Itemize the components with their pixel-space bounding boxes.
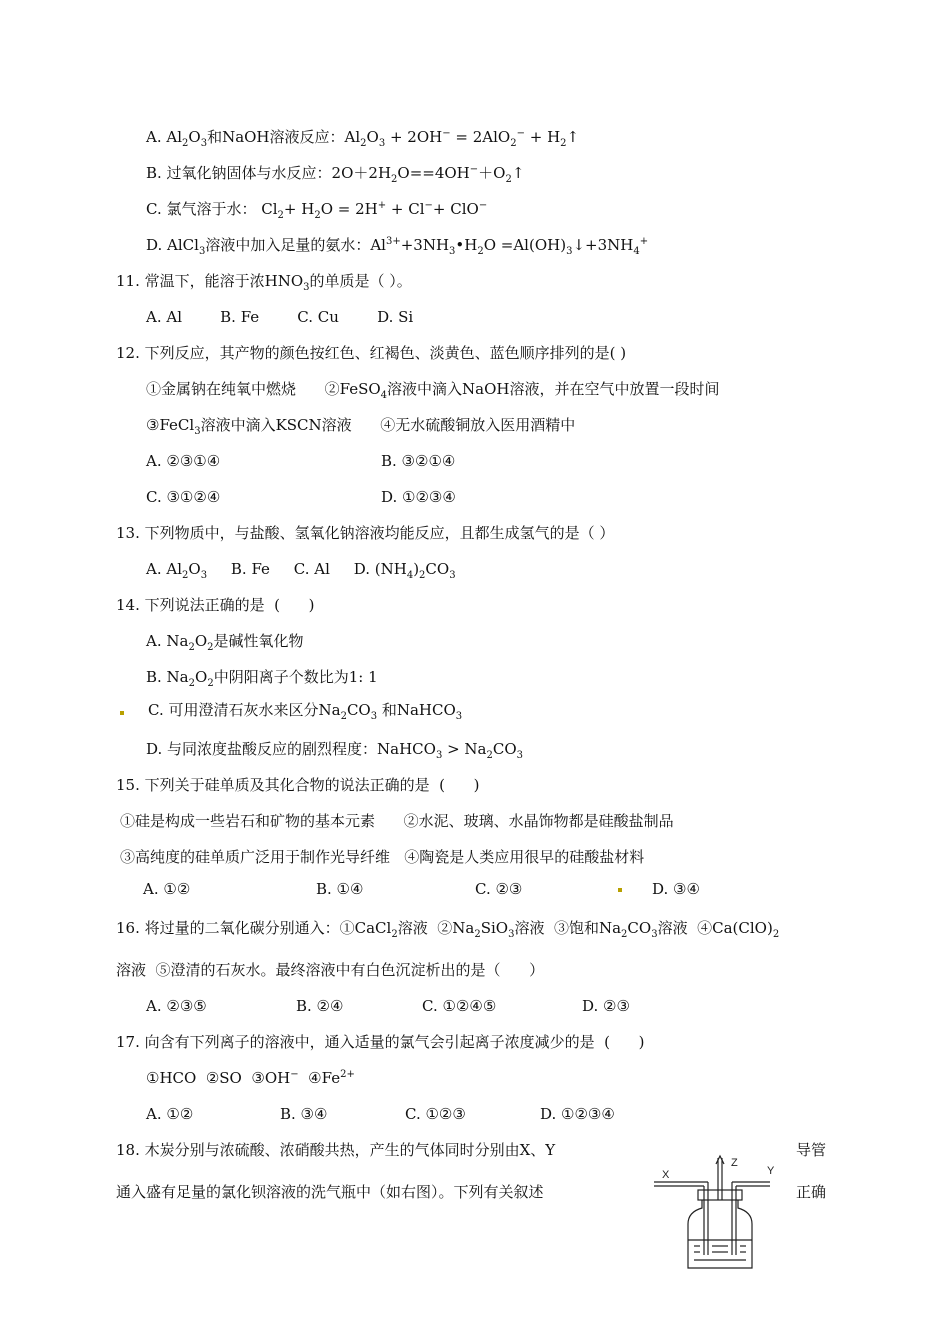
q15-option-c: C. ②③ [475, 880, 523, 898]
q18-stem-line2: 通入盛有足量的氯化钡溶液的洗气瓶中（如右图）。下列有关叙述 [116, 1183, 544, 1201]
q17-option-b: B. ③④ [280, 1105, 328, 1123]
q16-stem-continued: 溶液 ⑤澄清的石灰水。最终溶液中有白色沉淀析出的是（ ） [116, 961, 545, 979]
q17-stem: 17. 向含有下列离子的溶液中，通入适量的氯气会引起离子浓度减少的是 ( ) [116, 1033, 645, 1051]
gas-washing-bottle-diagram [650, 1140, 790, 1270]
q13-stem: 13. 下列物质中，与盐酸、氢氧化钠溶液均能反应，且都生成氢气的是（ ） [116, 524, 615, 542]
q15-items-2: ③高纯度的硅单质广泛用于制作光导纤维 ④陶瓷是人类应用很早的硅酸盐材料 [120, 848, 645, 866]
q12-stem: 12. 下列反应，其产物的颜色按红色、红褐色、淡黄色、蓝色顺序排列的是( ) [116, 344, 627, 362]
q14-option-a: A. $Na_2O_2$是碱性氧化物 [146, 632, 304, 653]
q14-option-c: C. 可用澄清石灰水来区分$Na_2CO_3$ 和NaHCO$_3$ [148, 701, 463, 722]
q11-options: A. Al B. Fe C. Cu D. Si [146, 308, 414, 326]
q12-option-b: B. ③②①④ [381, 452, 456, 470]
q16-option-a: A. ②③⑤ [146, 997, 207, 1015]
q14-stem: 14. 下列说法正确的是 ( ) [116, 596, 315, 614]
q15-option-d: D. ③④ [652, 880, 700, 898]
q17-option-c: C. ①②③ [405, 1105, 466, 1123]
q12-option-a: A. ②③①④ [146, 452, 221, 470]
q18-stem-line1-end: 导管 [796, 1141, 827, 1159]
q15-option-a: A. ①② [143, 880, 191, 898]
q18-stem-line1: 18. 木炭分别与浓硫酸、浓硝酸共热，产生的气体同时分别由X、Y [116, 1141, 556, 1159]
q13-options: A. $Al_2O_3$ B. Fe C. Al D. $(NH_4)_2CO_3$ [146, 560, 456, 581]
label-x: X [662, 1169, 670, 1181]
q12-items-2: ③FeCl$_3$溶液中滴入KSCN溶液 ④无水硫酸铜放入医用酒精中 [146, 416, 576, 437]
q14-option-d: D. 与同浓度盐酸反应的剧烈程度：NaHCO$_3$ > $Na_2CO_3$ [146, 740, 524, 761]
q10-option-b: B. 过氧化钠固体与水反应：$2O+2H_2O==4OH^-+O_2↑$ [146, 164, 525, 185]
q15-items-1: ①硅是构成一些岩石和矿物的基本元素 ②水泥、玻璃、水晶饰物都是硅酸盐制品 [120, 812, 674, 830]
margin-dot [618, 888, 622, 892]
q16-option-b: B. ②④ [296, 997, 344, 1015]
label-z: Z [731, 1157, 738, 1169]
q10-option-d: D. AlCl$_3$溶液中加入足量的氨水：$Al^{3+}+3NH_3•H_2O$ $=Al(OH)_3↓+3NH_4^+$ [146, 236, 649, 257]
q15-stem: 15. 下列关于硅单质及其化合物的说法正确的是 ( ) [116, 776, 480, 794]
q15-option-b: B. ①④ [316, 880, 364, 898]
q16-option-c: C. ①②④⑤ [422, 997, 497, 1015]
q12-option-c: C. ③①②④ [146, 488, 221, 506]
q11-stem: 11. 常温下，能溶于浓$HNO_3$的单质是（ ）。 [116, 272, 412, 293]
q17-option-d: D. ①②③④ [540, 1105, 615, 1123]
q10-option-a: A. $Al_2O_3$和NaOH溶液反应：$Al_2O_3 + 2OH^- = 2AlO_2^-$ + $H_2↑$ [146, 128, 580, 149]
q12-option-d: D. ①②③④ [381, 488, 456, 506]
q14-option-b: B. $Na_2O_2$中阴阳离子个数比为1: 1 [146, 668, 378, 689]
bottle [688, 1200, 752, 1268]
label-y: Y [767, 1165, 775, 1177]
q16-stem: 16. 将过量的二氧化碳分别通入：①CaCl$_2$溶液 $②Na_2SiO_3$溶液 ③饱和$Na_2CO_3$溶液 $④Ca(ClO)_2$ [116, 919, 780, 940]
q17-ion-list: ①HCO ②SO ③OH− $④Fe^{2+}$ [146, 1069, 355, 1087]
q12-items-1: ①金属钠在纯氧中燃烧 ②FeSO$_4$溶液中滴入NaOH溶液，并在空气中放置一段时间 [146, 380, 720, 401]
margin-dot [120, 711, 124, 715]
q18-stem-line2-end: 正确 [796, 1183, 827, 1201]
q16-option-d: D. ②③ [582, 997, 630, 1015]
q10-option-c: C. 氯气溶于水： $Cl_2+ H_2O = 2H^+ + Cl^-+ ClO^-$ [146, 200, 488, 221]
q17-option-a: A. ①② [146, 1105, 194, 1123]
